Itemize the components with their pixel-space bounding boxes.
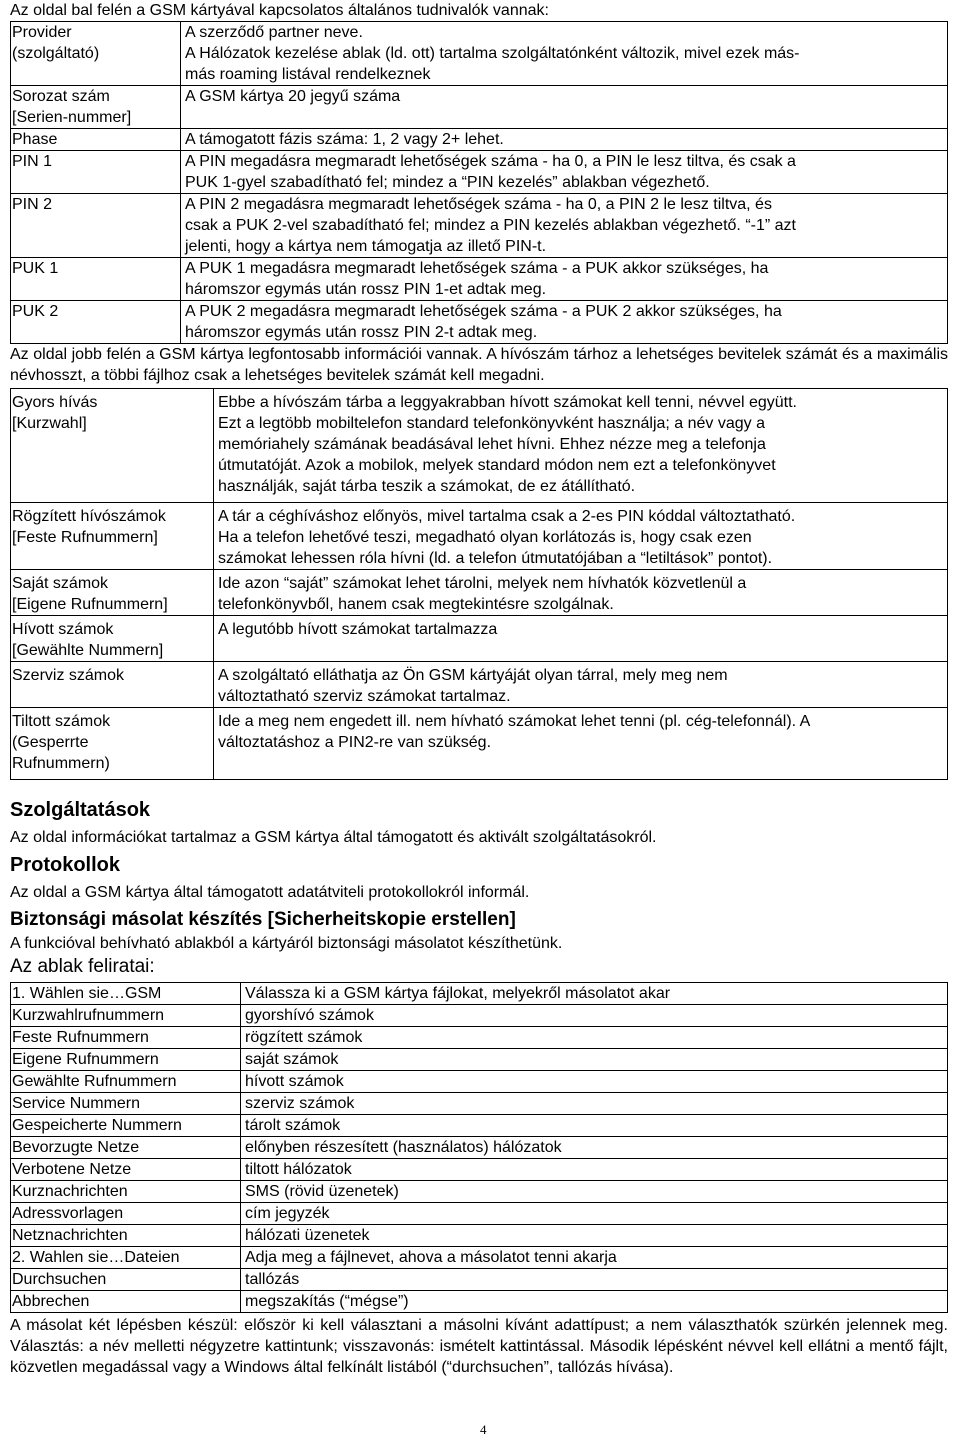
label-row-value: megszakítás (“mégse”)	[241, 1291, 948, 1313]
final-paragraph: A másolat két lépésben készül: először ki kell választani a másolni kívánt adattípust; a nem választhatók szürkén jelennek meg. Választás: a név melletti négyzetre kattintunk; visszavonás: ismételt kattintással. Második lépésként névvel kell ellátni a mentő fájlt, közvetlen megadással vagy a Windows által felkínált listából (“durchsuchen”, tallózás hívása).	[10, 1317, 948, 1376]
label-row	[11, 1137, 948, 1159]
label-row-label: Service Nummern	[11, 1093, 241, 1115]
label-row	[11, 1027, 948, 1049]
label-row	[11, 1093, 948, 1115]
labels-title: Az ablak feliratai:	[10, 956, 155, 977]
label-row-label: Bevorzugte Netze	[11, 1137, 241, 1159]
info-row-value: A PIN 2 megadásra megmaradt lehetőségek száma - ha 0, a PIN 2 le lesz tiltva, és csak a PUK 2-vel szabadítható fel; mindez a PIN kezelés ablakban végezhető. “-1” azt jelenti, hogy a kártya nem támogatja az illető PIN-t.	[181, 194, 948, 258]
label-row-value: hívott számok	[241, 1071, 948, 1093]
label-row-value: rögzített számok	[241, 1027, 948, 1049]
label-row-value: hálózati üzenetek	[241, 1225, 948, 1247]
label-row	[11, 1049, 948, 1071]
label-row-value: tiltott hálózatok	[241, 1159, 948, 1181]
section-title-protocols: Protokollok	[10, 854, 121, 876]
label-row-label: Kurznachrichten	[11, 1181, 241, 1203]
label-row	[11, 1181, 948, 1203]
label-row-value: cím jegyzék	[241, 1203, 948, 1225]
phonebook-row-value: Ide a meg nem engedett ill. nem hívható számokat lehet tenni (pl. cég-telefonnál). A változtatáshoz a PIN2-re van szükség.	[214, 708, 948, 780]
label-row	[11, 983, 948, 1005]
info-row	[11, 151, 948, 194]
label-row-label: Feste Rufnummern	[11, 1027, 241, 1049]
label-row	[11, 1115, 948, 1137]
label-row	[11, 1225, 948, 1247]
section-title-backup: Biztonsági másolat készítés [Sicherheitskopie erstellen]	[10, 909, 516, 930]
label-row-label: 2. Wahlen sie…Dateien	[11, 1247, 241, 1269]
info-row	[11, 129, 948, 151]
label-row-value: előnyben részesített (használatos) hálózatok	[241, 1137, 948, 1159]
label-row-value: tallózás	[241, 1269, 948, 1291]
info-row-value: A támogatott fázis száma: 1, 2 vagy 2+ lehet.	[181, 129, 948, 151]
intro-text: Az oldal bal felén a GSM kártyával kapcsolatos általános tudnivalók vannak:	[10, 2, 549, 19]
info-row-label: Provider (szolgáltató)	[11, 22, 181, 86]
phonebook-row	[11, 616, 948, 662]
label-row-label: Adressvorlagen	[11, 1203, 241, 1225]
label-row	[11, 1291, 948, 1313]
label-row-value: SMS (rövid üzenetek)	[241, 1181, 948, 1203]
info-row-value: A PIN megadásra megmaradt lehetőségek száma - ha 0, a PIN le lesz tiltva, és csak a PUK 1-gyel szabadítható fel; mindez a “PIN kezelés” ablakban végezhető.	[181, 151, 948, 194]
section-title-services: Szolgáltatások	[10, 799, 151, 821]
label-row	[11, 1071, 948, 1093]
label-row	[11, 1159, 948, 1181]
section-text-services: Az oldal információkat tartalmaz a GSM kártya által támogatott és aktivált szolgáltatásokról.	[10, 829, 657, 846]
info-row	[11, 301, 948, 344]
label-row-value: Válassza ki a GSM kártya fájlokat, melyekről másolatot akar	[241, 983, 948, 1005]
label-row-label: Eigene Rufnummern	[11, 1049, 241, 1071]
label-row-label: Kurzwahlrufnummern	[11, 1005, 241, 1027]
phonebook-row-value: A szolgáltató elláthatja az Ön GSM kártyáját olyan tárral, mely meg nem változtatható szerviz számokat tartalmaz.	[214, 662, 948, 708]
phonebook-row	[11, 570, 948, 616]
label-row-label: Verbotene Netze	[11, 1159, 241, 1181]
label-row-label: Gespeicherte Nummern	[11, 1115, 241, 1137]
info-row	[11, 86, 948, 129]
phonebook-table	[10, 388, 948, 780]
label-row-value: tárolt számok	[241, 1115, 948, 1137]
info-row	[11, 258, 948, 301]
label-row	[11, 1247, 948, 1269]
info-row-label: Sorozat szám [Serien-nummer]	[11, 86, 181, 129]
phonebook-row	[11, 708, 948, 780]
info-row-value: A PUK 2 megadásra megmaradt lehetőségek száma - a PUK 2 akkor szükséges, ha háromszor egymás után rossz PIN 2-t adtak meg.	[181, 301, 948, 344]
phonebook-row-label: Szerviz számok	[11, 662, 214, 708]
phonebook-row-label: Tiltott számok (Gesperrte Rufnummern)	[11, 708, 214, 780]
phonebook-row-label: Gyors hívás [Kurzwahl]	[11, 389, 214, 503]
label-row-value: Adja meg a fájlnevet, ahova a másolatot tenni akarja	[241, 1247, 948, 1269]
info-row-label: PIN 2	[11, 194, 181, 258]
label-row	[11, 1203, 948, 1225]
section-text-protocols: Az oldal a GSM kártya által támogatott adatátviteli protokollokról informál.	[10, 884, 530, 901]
info-row-value: A szerződő partner neve. A Hálózatok kezelése ablak (ld. ott) tartalma szolgáltatónként változik, mivel ezek más- más roaming listával rendelkeznek	[181, 22, 948, 86]
info-row-label: PIN 1	[11, 151, 181, 194]
phonebook-row	[11, 389, 948, 503]
info-row-value: A PUK 1 megadásra megmaradt lehetőségek száma - a PUK akkor szükséges, ha háromszor egymás után rossz PIN 1-et adtak meg.	[181, 258, 948, 301]
label-row	[11, 1269, 948, 1291]
info-row-value: A GSM kártya 20 jegyű száma	[181, 86, 948, 129]
document-page	[10, 0, 948, 1378]
label-row-label: Gewählte Rufnummern	[11, 1071, 241, 1093]
window-labels-table	[10, 982, 948, 1313]
phonebook-row	[11, 662, 948, 708]
label-row-label: Durchsuchen	[11, 1269, 241, 1291]
label-row-label: Netznachrichten	[11, 1225, 241, 1247]
phonebook-row-value: Ebbe a hívószám tárba a leggyakrabban hívott számokat kell tenni, névvel együtt. Ezt a legtöbb mobiltelefon standard telefonkönyvként használja; a név vagy a memóriahely számának beadásával lehet hívni. Ehhez nézze meg a telefonja útmutatóját. Azok a mobilok, melyek standard módon nem ezt a telefonkönyvet használják, saját tárba teszik a számokat, de ez átállítható.	[214, 389, 948, 503]
phonebook-row-value: A tár a céghíváshoz előnyös, mivel tartalma csak a 2-es PIN kóddal változtatható. Ha a telefon lehetővé teszi, megadható olyan korlátozás is, hogy csak ezen számokat lehessen róla hívni (ld. a telefon útmutatójában a “letiltások” pontot).	[214, 503, 948, 570]
info-row-label: Phase	[11, 129, 181, 151]
phonebook-row	[11, 503, 948, 570]
right-side-paragraph: Az oldal jobb felén a GSM kártya legfontosabb információi vannak. A hívószám tárhoz a lehetséges bevitelek számát és a maximális névhosszt, a többi fájlhoz csak a lehetséges bevitelek számát kell megadni.	[10, 346, 948, 384]
label-row-label: Abbrechen	[11, 1291, 241, 1313]
label-row-label: 1. Wählen sie…GSM	[11, 983, 241, 1005]
general-info-table	[10, 21, 948, 344]
label-row-value: szerviz számok	[241, 1093, 948, 1115]
phonebook-row-value: A legutóbb hívott számokat tartalmazza	[214, 616, 948, 662]
label-row-value: saját számok	[241, 1049, 948, 1071]
info-row	[11, 194, 948, 258]
section-text-backup: A funkcióval behívható ablakból a kártyáról biztonsági másolatot készíthetünk.	[10, 935, 563, 952]
info-row-label: PUK 2	[11, 301, 181, 344]
info-row-label: PUK 1	[11, 258, 181, 301]
info-row	[11, 22, 948, 86]
page-number: 4	[480, 1422, 487, 1437]
phonebook-row-label: Rögzített hívószámok [Feste Rufnummern]	[11, 503, 214, 570]
label-row-value: gyorshívó számok	[241, 1005, 948, 1027]
phonebook-row-label: Hívott számok [Gewählte Nummern]	[11, 616, 214, 662]
phonebook-row-label: Saját számok [Eigene Rufnummern]	[11, 570, 214, 616]
label-row	[11, 1005, 948, 1027]
phonebook-row-value: Ide azon “saját” számokat lehet tárolni, melyek nem hívhatók közvetlenül a telefonkönyvből, hanem csak megtekintésre szolgálnak.	[214, 570, 948, 616]
